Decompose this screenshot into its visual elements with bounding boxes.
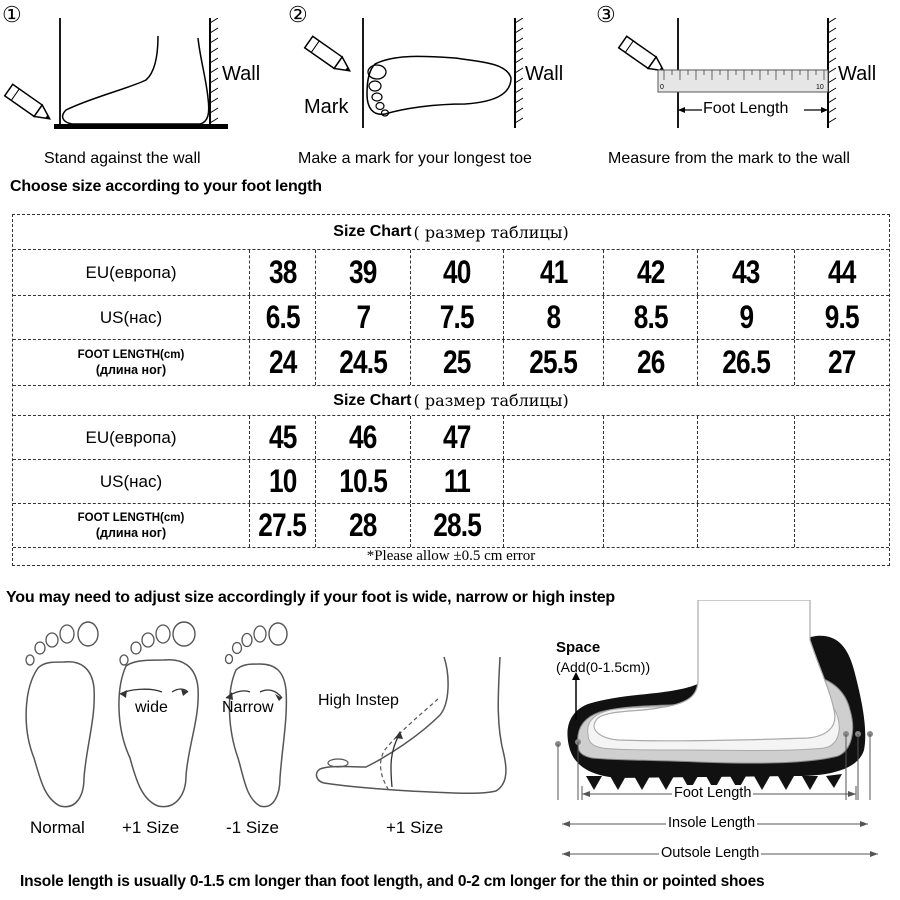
size-value: 10 <box>268 463 297 499</box>
row-label-foot <box>13 504 249 547</box>
size-value: 47 <box>443 419 471 455</box>
size-cell <box>603 416 697 459</box>
size-cell <box>410 460 503 503</box>
size-cell <box>315 340 410 385</box>
size-cell <box>503 460 603 503</box>
size-cell <box>410 416 503 459</box>
wide-label: wide <box>135 699 168 716</box>
wall-label: Wall <box>222 63 261 85</box>
size-cell <box>697 504 794 547</box>
step-2-caption: Make a mark for your longest toe <box>298 150 532 167</box>
high-instep-caption: +1 Size <box>386 818 444 837</box>
size-chart-row-eu <box>13 249 889 295</box>
size-value: 28 <box>349 507 377 543</box>
size-cell <box>315 504 410 547</box>
size-cell <box>410 504 503 547</box>
size-chart-row-eu <box>13 415 889 459</box>
footer-note: Insole length is usually 0-1.5 cm longer than foot length, and 0-2 cm longer for the thin or pointed shoes <box>20 873 765 890</box>
size-value: 9.5 <box>824 299 860 335</box>
size-cell <box>794 340 889 385</box>
high-instep-label: High Instep <box>318 692 399 709</box>
size-chart-row-us <box>13 459 889 503</box>
narrow-caption: -1 Size <box>226 818 279 837</box>
size-value: 42 <box>636 254 665 290</box>
pencil-icon <box>300 32 362 82</box>
size-cell <box>503 416 603 459</box>
size-cell <box>315 250 410 295</box>
size-cell <box>503 504 603 547</box>
size-value: 40 <box>443 254 471 290</box>
normal-caption: Normal <box>30 818 85 837</box>
wide-caption: +1 Size <box>122 818 180 837</box>
size-value: 26.5 <box>722 344 770 380</box>
size-cell <box>697 250 794 295</box>
size-cell <box>503 250 603 295</box>
step-2-number: ② <box>288 2 308 27</box>
size-value: 25 <box>443 344 471 380</box>
size-cell <box>410 250 503 295</box>
high-instep-foot-icon <box>310 655 510 815</box>
size-cell <box>249 250 315 295</box>
space-label: Space <box>556 639 601 656</box>
size-cell <box>697 340 794 385</box>
step-1-caption: Stand against the wall <box>44 150 201 167</box>
foot-top-icon <box>355 18 530 133</box>
size-cell <box>249 416 315 459</box>
size-cell <box>794 250 889 295</box>
normal-foot-icon <box>14 618 104 813</box>
narrow-label: Narrow <box>222 699 274 716</box>
step-1-number: ① <box>2 2 22 27</box>
size-value: 38 <box>268 254 297 290</box>
ruler-start: 0 <box>660 84 664 91</box>
size-chart <box>12 214 890 566</box>
size-value: 8 <box>546 299 561 335</box>
size-value: 7.5 <box>439 299 475 335</box>
foot-length-label-line1: FOOT LENGTH(cm) <box>77 511 185 524</box>
row-label-us: US(нас) <box>99 307 163 327</box>
size-cell <box>315 460 410 503</box>
size-value: 10.5 <box>339 463 387 499</box>
size-cell <box>603 250 697 295</box>
wall-label: Wall <box>838 63 877 85</box>
ruler-end: 10 <box>816 84 824 91</box>
size-cell <box>794 296 889 339</box>
size-value: 43 <box>732 254 760 290</box>
size-chart-title-row <box>13 385 889 415</box>
size-chart-title: Size Chart <box>333 223 412 240</box>
row-label-foot <box>13 340 249 385</box>
size-value: 41 <box>539 254 568 290</box>
size-chart-title-ru: ( размер таблицы) <box>413 222 569 242</box>
space-sub-label: (Add(0-1.5cm)) <box>556 659 651 675</box>
size-cell <box>249 460 315 503</box>
mark-label: Mark <box>304 96 349 118</box>
foot-length-label-line1: FOOT LENGTH(cm) <box>77 348 185 361</box>
size-value: 44 <box>828 254 856 290</box>
wall-label: Wall <box>525 63 564 85</box>
size-value: 7 <box>356 299 370 335</box>
size-chart-title-row <box>13 215 889 249</box>
size-cell <box>603 504 697 547</box>
size-cell <box>794 504 889 547</box>
foot-length-label-line2: (длина ног) <box>95 525 167 540</box>
size-value: 11 <box>443 463 471 499</box>
choose-heading: Choose size according to your foot length <box>10 178 322 195</box>
size-value: 28.5 <box>433 507 481 543</box>
size-value: 27 <box>828 344 856 380</box>
size-cell <box>249 340 315 385</box>
size-chart-row-us <box>13 295 889 339</box>
step-3-number: ③ <box>596 2 616 27</box>
adjust-heading: You may need to adjust size accordingly if your foot is wide, narrow or high instep <box>6 589 615 606</box>
size-cell <box>503 296 603 339</box>
foot-length-diagram-label: Foot Length <box>674 785 752 801</box>
size-value: 6.5 <box>265 299 300 335</box>
size-value: 45 <box>268 419 297 455</box>
foot-length-label-line2: (длина ног) <box>95 362 167 377</box>
insole-length-label: Insole Length <box>668 815 756 831</box>
size-value: 26 <box>636 344 665 380</box>
size-chart-row-foot <box>13 339 889 385</box>
size-chart-title-ru: ( размер таблицы) <box>413 391 569 410</box>
size-chart-row-foot <box>13 503 889 547</box>
size-value: 24.5 <box>339 344 387 380</box>
size-chart-note: *Please allow ±0.5 cm error <box>366 548 536 564</box>
row-label-eu: EU(европа) <box>85 262 177 282</box>
outsole-length-label: Outsole Length <box>661 845 760 861</box>
size-value: 39 <box>349 254 377 290</box>
size-value: 27.5 <box>258 507 307 543</box>
size-value: 25.5 <box>529 344 578 380</box>
size-cell <box>410 296 503 339</box>
size-cell <box>697 460 794 503</box>
size-cell <box>603 340 697 385</box>
shoe-cross-section-icon <box>548 600 888 800</box>
size-value: 8.5 <box>633 299 668 335</box>
size-cell <box>697 296 794 339</box>
step-3-caption: Measure from the mark to the wall <box>608 150 850 167</box>
row-label-us: US(нас) <box>99 471 163 491</box>
size-value: 24 <box>268 344 297 380</box>
size-cell <box>697 416 794 459</box>
foot-side-icon <box>50 18 230 133</box>
size-cell <box>603 460 697 503</box>
size-cell <box>503 340 603 385</box>
size-value: 46 <box>349 419 377 455</box>
size-cell <box>315 416 410 459</box>
row-label-eu: EU(европа) <box>85 427 177 447</box>
size-cell <box>315 296 410 339</box>
size-chart-title: Size Chart <box>333 391 412 409</box>
size-cell <box>603 296 697 339</box>
size-chart-note-row <box>13 547 889 565</box>
foot-length-label: Foot Length <box>703 100 789 117</box>
size-cell <box>249 296 315 339</box>
size-cell <box>249 504 315 547</box>
size-cell <box>794 416 889 459</box>
size-cell <box>794 460 889 503</box>
size-value: 9 <box>739 299 753 335</box>
size-cell <box>410 340 503 385</box>
